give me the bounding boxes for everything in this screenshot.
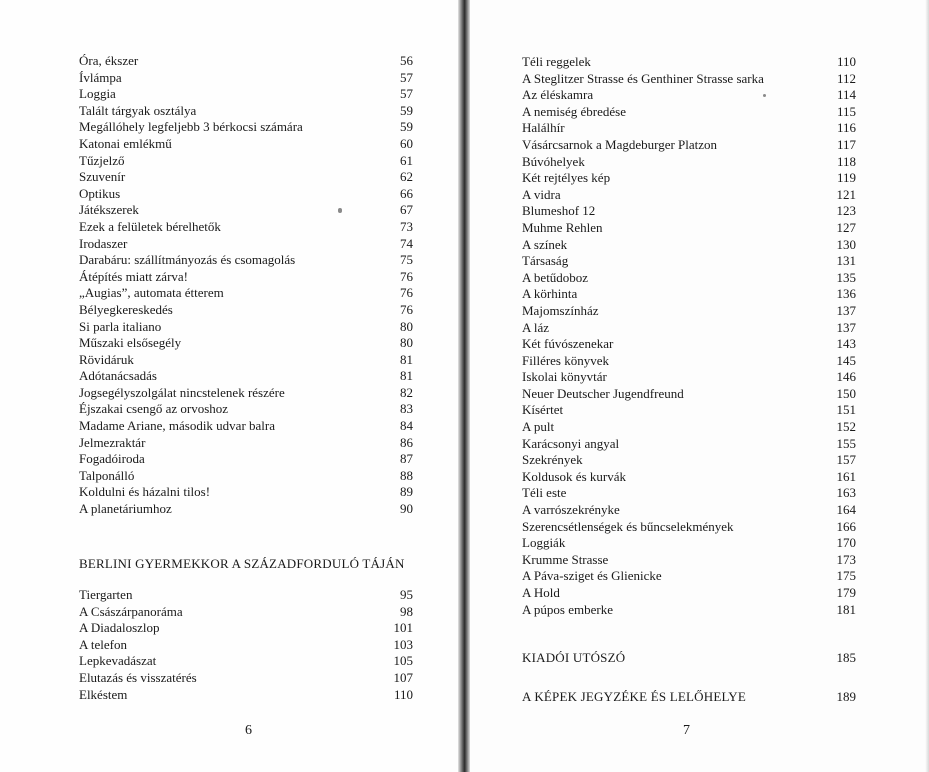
toc-entry	[522, 320, 856, 337]
toc-entry-page: 101	[393, 620, 413, 636]
toc-entry	[79, 468, 413, 485]
toc-entry	[79, 451, 413, 468]
toc-entry-page: 137	[836, 302, 856, 318]
toc-list-left	[79, 53, 413, 518]
toc-entry-page: 161	[836, 468, 856, 484]
toc-entry-page: 74	[400, 235, 413, 251]
toc-entry	[79, 335, 413, 352]
toc-entry	[522, 87, 856, 104]
page-edge	[925, 0, 929, 772]
toc-entry-title: Si parla italiano	[79, 318, 162, 334]
toc-entry	[522, 54, 856, 71]
toc-entry-title: Óra, ékszer	[79, 53, 139, 68]
toc-entry	[79, 501, 413, 518]
book-gutter	[458, 0, 470, 772]
toc-entry-page: 121	[836, 186, 856, 202]
toc-entry-page: 66	[400, 185, 413, 201]
toc-entry-page: 166	[836, 518, 856, 534]
toc-entry-page: 151	[836, 402, 856, 418]
toc-entry-title: A Steglitzer Strasse és Genthiner Strasse sarka	[522, 70, 764, 86]
toc-entry-title: Téli este	[522, 485, 567, 501]
toc-entry	[79, 252, 413, 269]
toc-entry	[522, 502, 856, 519]
toc-entry-title: Elutazás és visszatérés	[79, 669, 197, 685]
toc-entry-title: Vásárcsarnok a Magdeburger Platzon	[522, 136, 718, 152]
toc-entry-title: Jogsegélyszolgálat nincstelenek részére	[79, 384, 285, 400]
toc-entry-title: Halálhír	[522, 120, 565, 136]
toc-entry-title: Az éléskamra	[522, 87, 594, 103]
toc-entry-title: A betűdoboz	[522, 269, 589, 285]
toc-entry-page: 163	[836, 485, 856, 501]
toc-entry	[79, 53, 413, 70]
toc-entry-title: Szekrények	[522, 452, 583, 468]
toc-entry-page: 59	[400, 119, 413, 135]
toc-entry-page: 61	[400, 152, 413, 168]
toc-entry	[79, 219, 413, 236]
toc-entry-page: 115	[836, 103, 856, 119]
toc-entry	[522, 336, 856, 353]
toc-entry-title: Tűzjelző	[79, 152, 125, 168]
section-heading: BERLINI GYERMEKKOR A SZÁZADFORDULÓ TÁJÁN	[79, 556, 405, 571]
section-title: A KÉPEK JEGYZÉKE ÉS LELŐHELYE	[522, 689, 747, 704]
toc-entry-page: 127	[836, 219, 856, 235]
toc-entry	[79, 604, 413, 621]
toc-entry-page: 83	[400, 401, 413, 417]
toc-entry	[79, 385, 413, 402]
toc-entry-title: Játékszerek	[79, 202, 139, 218]
toc-entry	[522, 203, 856, 220]
toc-entry-page: 175	[836, 568, 856, 584]
page-number-right: 7	[683, 723, 690, 738]
toc-entry-title: Két fúvószenekar	[522, 336, 614, 352]
toc-entry	[522, 568, 856, 585]
toc-entry-title: A színek	[522, 236, 568, 252]
toc-entry-title: Katonai emlékmű	[79, 135, 172, 151]
toc-entry	[79, 484, 413, 501]
toc-entry-title: Rövidáruk	[79, 351, 134, 367]
toc-entry	[79, 136, 413, 153]
toc-entry-title: Loggia	[79, 86, 116, 102]
toc-entry-title: Muhme Rehlen	[522, 219, 603, 235]
toc-entry-page: 57	[400, 69, 413, 85]
toc-entry-title: A körhinta	[522, 286, 578, 302]
toc-entry-title: Átépítés miatt zárva!	[79, 268, 189, 284]
toc-entry	[522, 187, 856, 204]
toc-entry	[79, 285, 413, 302]
toc-entry-page: 59	[400, 102, 413, 118]
toc-entry-page: 103	[393, 636, 413, 652]
toc-entry	[522, 386, 856, 403]
paper-speck	[338, 208, 342, 213]
toc-entry-page: 80	[400, 318, 413, 334]
toc-entry	[522, 104, 856, 121]
toc-entry-page: 152	[836, 419, 856, 435]
toc-entry-page: 155	[836, 435, 856, 451]
toc-entry-page: 76	[400, 285, 413, 301]
toc-entry-page: 88	[400, 467, 413, 483]
toc-entry-page: 145	[836, 352, 856, 368]
toc-entry-page: 157	[836, 452, 856, 468]
toc-entry-page: 89	[400, 484, 413, 500]
toc-entry-page: 130	[836, 236, 856, 252]
toc-entry	[79, 620, 413, 637]
section-row	[522, 649, 856, 667]
toc-entry-title: Koldulni és házalni tilos!	[79, 484, 211, 500]
toc-entry-page: 105	[393, 653, 413, 669]
toc-entry-page: 136	[836, 286, 856, 302]
toc-entry-title: Darabáru: szállítmányozás és csomagolás	[79, 252, 296, 268]
toc-entry-title: A telefon	[79, 636, 128, 652]
toc-entry-title: Adótanácsadás	[79, 368, 157, 384]
toc-entry-title: Téli reggelek	[522, 54, 591, 69]
toc-entry-title: A láz	[522, 319, 550, 335]
toc-entry	[522, 419, 856, 436]
toc-entry-page: 84	[400, 418, 413, 434]
toc-entry-page: 110	[836, 54, 856, 69]
toc-entry-title: Filléres könyvek	[522, 352, 610, 368]
toc-entry	[522, 469, 856, 486]
toc-entry-page: 137	[836, 319, 856, 335]
toc-entry	[522, 237, 856, 254]
toc-entry	[522, 120, 856, 137]
toc-entry	[79, 418, 413, 435]
toc-entry	[522, 286, 856, 303]
toc-entry-page: 119	[836, 170, 856, 186]
toc-entry-title: Optikus	[79, 185, 121, 201]
toc-entry	[79, 435, 413, 452]
toc-entry	[79, 637, 413, 654]
toc-entry-page: 164	[836, 502, 856, 518]
toc-entry	[79, 352, 413, 369]
toc-entry-title: Koldusok és kurvák	[522, 468, 626, 484]
toc-entry	[79, 70, 413, 87]
toc-list-left-section	[79, 587, 413, 703]
toc-entry	[79, 153, 413, 170]
toc-entry	[522, 220, 856, 237]
toc-entry-title: A Császárpanoráma	[79, 603, 183, 619]
toc-entry-title: Szuvenír	[79, 169, 126, 185]
toc-entry	[79, 653, 413, 670]
toc-entry	[79, 269, 413, 286]
toc-entry-page: 60	[400, 135, 413, 151]
toc-entry-title: Talponálló	[79, 467, 135, 483]
toc-entry	[79, 186, 413, 203]
toc-entry	[79, 202, 413, 219]
toc-entry-title: Talált tárgyak osztálya	[79, 102, 197, 118]
toc-entry	[522, 369, 856, 386]
toc-entry-title: Szerencsétlenségek és bűncselekmények	[522, 518, 734, 534]
toc-entry-page: 62	[400, 169, 413, 185]
toc-entry-title: Loggiák	[522, 535, 566, 551]
toc-entry-page: 112	[836, 70, 856, 86]
toc-entry-title: Társaság	[522, 253, 569, 269]
toc-entry-page: 123	[836, 203, 856, 219]
toc-entry-page: 57	[400, 86, 413, 102]
toc-entry-page: 80	[400, 335, 413, 351]
toc-entry	[522, 535, 856, 552]
toc-entry	[79, 169, 413, 186]
toc-entry-title: A Diadaloszlop	[79, 620, 160, 636]
toc-entry	[522, 585, 856, 602]
toc-entry	[79, 368, 413, 385]
toc-entry	[522, 552, 856, 569]
toc-entry-title: Két rejtélyes kép	[522, 170, 611, 186]
toc-entry-page: 90	[400, 501, 413, 517]
toc-entry-page: 81	[400, 351, 413, 367]
toc-entry-title: Lepkevadászat	[79, 653, 157, 669]
toc-entry-page: 116	[836, 120, 856, 136]
toc-entry	[522, 353, 856, 370]
toc-entry-page: 107	[393, 669, 413, 685]
toc-entry-page: 76	[400, 268, 413, 284]
toc-entry-page: 98	[400, 603, 413, 619]
toc-entry-title: Éjszakai csengő az orvoshoz	[79, 401, 229, 417]
toc-entry	[522, 452, 856, 469]
toc-entry-title: Krumme Strasse	[522, 551, 609, 567]
toc-entry	[79, 302, 413, 319]
toc-entry	[79, 119, 413, 136]
toc-entry-page: 82	[400, 384, 413, 400]
toc-entry	[522, 253, 856, 270]
toc-entry-title: A púpos emberke	[522, 601, 613, 617]
toc-entry-page: 81	[400, 368, 413, 384]
toc-entry	[522, 170, 856, 187]
toc-entry-page: 117	[836, 136, 856, 152]
paper-speck	[763, 94, 766, 97]
toc-entry-page: 173	[836, 551, 856, 567]
toc-entry-title: Blumeshof 12	[522, 203, 596, 219]
toc-entry-title: A Páva-sziget és Glienicke	[522, 568, 662, 584]
toc-entry	[79, 687, 413, 704]
toc-entry-title: Jelmezraktár	[79, 434, 146, 450]
toc-entry-page: 73	[400, 218, 413, 234]
toc-entry-title: „Augias”, automata étterem	[79, 285, 224, 301]
toc-entry-title: Tiergarten	[79, 587, 133, 602]
toc-entry	[79, 670, 413, 687]
toc-entry	[79, 401, 413, 418]
toc-entry-title: Elkéstem	[79, 686, 128, 702]
toc-entry-page: 76	[400, 301, 413, 317]
section-page: 189	[836, 689, 856, 704]
section-title: KIADÓI UTÓSZÓ	[522, 650, 626, 665]
toc-entry-page: 110	[393, 686, 413, 702]
page-number-left: 6	[245, 723, 252, 738]
toc-entry	[522, 137, 856, 154]
toc-entry	[79, 236, 413, 253]
left-page	[0, 0, 462, 772]
toc-entry	[522, 154, 856, 171]
toc-entry	[522, 270, 856, 287]
toc-entry-title: Búvóhelyek	[522, 153, 585, 169]
toc-entry-page: 56	[400, 53, 413, 68]
toc-list-right	[522, 54, 856, 618]
toc-entry-title: Madame Ariane, második udvar balra	[79, 418, 276, 434]
toc-entry-page: 146	[836, 369, 856, 385]
toc-entry-title: A nemiség ébredése	[522, 103, 626, 119]
toc-entry-title: Ezek a felületek bérelhetők	[79, 218, 221, 234]
toc-entry	[522, 303, 856, 320]
toc-entry-title: A pult	[522, 419, 555, 435]
toc-entry-page: 150	[836, 385, 856, 401]
toc-entry-page: 87	[400, 451, 413, 467]
toc-entry-title: Majomszínház	[522, 302, 599, 318]
toc-entry	[522, 71, 856, 88]
toc-entry	[522, 602, 856, 619]
toc-entry	[522, 436, 856, 453]
toc-entry-title: A varrószekrényke	[522, 502, 620, 518]
toc-entry-page: 143	[836, 336, 856, 352]
toc-entry-title: Iskolai könyvtár	[522, 369, 607, 385]
toc-entry-page: 170	[836, 535, 856, 551]
toc-entry-title: Kísértet	[522, 402, 564, 418]
section-row	[522, 688, 856, 706]
toc-entry-page: 86	[400, 434, 413, 450]
toc-entry-page: 75	[400, 252, 413, 268]
toc-entry-page: 67	[400, 202, 413, 218]
toc-entry	[79, 86, 413, 103]
toc-entry-title: Megállóhely legfeljebb 3 bérkocsi számára	[79, 119, 303, 135]
toc-entry	[79, 319, 413, 336]
toc-entry-page: 179	[836, 585, 856, 600]
toc-entry-page: 114	[836, 87, 856, 103]
toc-entry	[79, 587, 413, 604]
toc-entry-title: A planetáriumhoz	[79, 501, 172, 517]
toc-entry-page: 95	[400, 587, 413, 602]
toc-entry	[522, 519, 856, 536]
toc-entry-title: Fogadóiroda	[79, 451, 145, 467]
toc-entry-title: Neuer Deutscher Jugendfreund	[522, 385, 684, 401]
toc-entry-title: Karácsonyi angyal	[522, 435, 620, 451]
toc-entry-title: Bélyegkereskedés	[79, 301, 173, 317]
toc-entry-title: A vidra	[522, 186, 561, 202]
toc-entry-page: 118	[836, 153, 856, 169]
toc-entry-page: 131	[836, 253, 856, 269]
toc-entry	[79, 103, 413, 120]
toc-entry-title: Ívlámpa	[79, 69, 122, 85]
toc-entry-title: Műszaki elsősegély	[79, 335, 182, 351]
toc-entry-title: Irodaszer	[79, 235, 128, 251]
toc-entry	[522, 402, 856, 419]
toc-entry	[522, 485, 856, 502]
toc-entry-page: 181	[836, 601, 856, 617]
toc-entry-title: A Hold	[522, 585, 560, 600]
section-page: 185	[836, 650, 856, 665]
toc-entry-page: 135	[836, 269, 856, 285]
